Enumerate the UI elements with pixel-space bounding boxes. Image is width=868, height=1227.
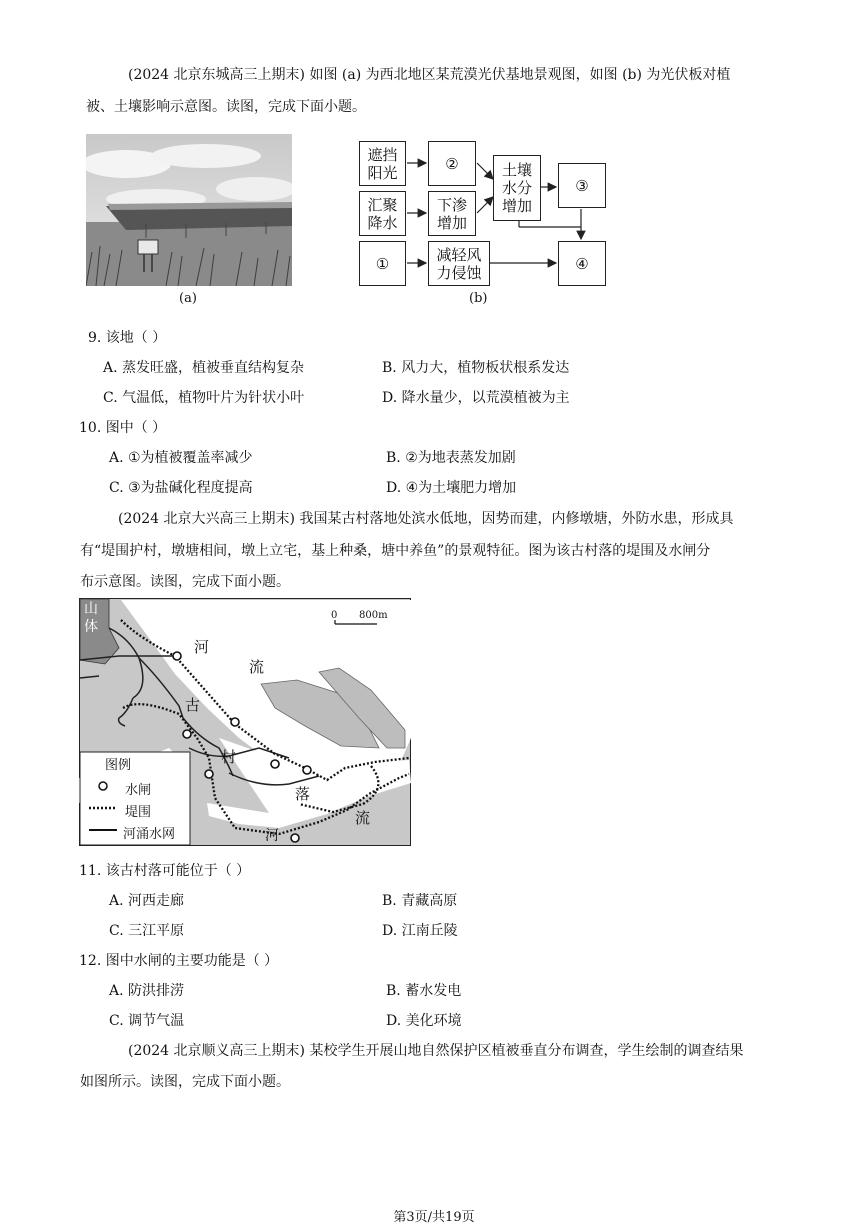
figure-a-caption: (a) — [179, 291, 197, 306]
question-11-stem: 11. 该古村落可能位于（ ） — [79, 863, 251, 879]
village-levee-map — [79, 598, 411, 846]
flowchart-box-wind-erosion: 减轻风 力侵蚀 — [428, 241, 490, 286]
flowchart-box-1: ① — [359, 241, 406, 286]
flowchart-box-3: ③ — [558, 163, 606, 208]
question-12-stem: 12. 图中水闸的主要功能是（ ） — [79, 953, 279, 969]
flowchart-box-soil-moisture: 土壤 水分 增加 — [493, 155, 541, 221]
flowchart-box-infiltration: 下渗 增加 — [428, 191, 476, 236]
question-9-option-a[interactable]: A. 蒸发旺盛，植被垂直结构复杂 — [103, 360, 305, 376]
legend-water-gate: 水闸 — [125, 783, 152, 798]
legend-river-network: 河涌水网 — [123, 827, 176, 842]
map-label-village-1: 古 — [185, 696, 201, 714]
figure-b-caption: (b) — [469, 291, 488, 306]
question-12-option-b[interactable]: B. 蓄水发电 — [386, 983, 462, 999]
intro-3-line-1: (2024 北京顺义高三上期末) 某校学生开展山地自然保护区植被垂直分布调查，学生绘制的调查结果 — [128, 1043, 744, 1059]
map-label-village-2: 村 — [221, 748, 237, 766]
intro-3-line-2: 如图所示。读图，完成下面小题。 — [80, 1074, 290, 1090]
flowchart-box-gather-rain: 汇聚 降水 — [359, 191, 406, 236]
question-9-option-c[interactable]: C. 气温低，植物叶片为针状小叶 — [103, 390, 305, 406]
intro-2-line-2: 有“堤围护村，墩塘相间，墩上立宅，基上种桑，塘中养鱼”的景观特征。图为该古村落的堤围及水闸分 — [80, 543, 711, 559]
question-9-stem: 9. 该地（ ） — [88, 330, 167, 346]
solar-farm-photo — [86, 134, 292, 286]
intro-2-line-3: 布示意图。读图，完成下面小题。 — [80, 574, 290, 590]
question-11-option-c[interactable]: C. 三江平原 — [109, 923, 185, 939]
question-10-option-b[interactable]: B. ②为地表蒸发加剧 — [386, 450, 516, 466]
map-label-village-3: 落 — [295, 785, 311, 803]
question-10-option-d[interactable]: D. ④为土壤肥力增加 — [386, 480, 517, 496]
question-10-option-c[interactable]: C. ③为盐碱化程度提高 — [109, 480, 253, 496]
question-12-option-c[interactable]: C. 调节气温 — [109, 1013, 185, 1029]
question-9-option-b[interactable]: B. 风力大，植物板状根系发达 — [382, 360, 570, 376]
flowchart-box-4: ④ — [558, 241, 606, 286]
intro-1-line-1: (2024 北京东城高三上期末) 如图 (a) 为西北地区某荒漠光伏基地景观图，如图 (b) 为光伏板对植 — [128, 67, 731, 83]
question-11-option-a[interactable]: A. 河西走廊 — [109, 893, 185, 909]
question-11-option-b[interactable]: B. 青藏高原 — [382, 893, 458, 909]
map-label-river-3: 流 — [355, 809, 371, 827]
scale-length: 800m — [359, 610, 388, 621]
map-label-river-1: 河 — [194, 638, 210, 656]
map-label-river-4: 河 — [265, 828, 279, 844]
page-number: 第3页/共19页 — [393, 1210, 475, 1225]
intro-2-line-1: (2024 北京大兴高三上期末) 我国某古村落地处滨水低地，因势而建，内修墩塘，外防水患，形成具 — [118, 511, 734, 527]
flowchart-box-block-sunlight: 遮挡 阳光 — [359, 141, 406, 186]
question-12-option-d[interactable]: D. 美化环境 — [386, 1013, 462, 1029]
question-11-option-d[interactable]: D. 江南丘陵 — [382, 923, 458, 939]
question-12-option-a[interactable]: A. 防洪排涝 — [109, 983, 185, 999]
flowchart-box-2: ② — [428, 141, 476, 186]
intro-1-line-2: 被、土壤影响示意图。读图，完成下面小题。 — [86, 99, 366, 115]
question-10-option-a[interactable]: A. ①为植被覆盖率减少 — [109, 450, 253, 466]
legend-title: 图例 — [105, 758, 132, 773]
map-label-mountain: 山 体 — [84, 601, 98, 635]
legend-levee: 堤围 — [125, 805, 152, 820]
map-label-river-2: 流 — [249, 658, 265, 676]
scale-zero: 0 — [331, 610, 338, 621]
question-9-option-d[interactable]: D. 降水量少，以荒漠植被为主 — [382, 390, 570, 406]
question-10-stem: 10. 图中（ ） — [79, 420, 167, 436]
